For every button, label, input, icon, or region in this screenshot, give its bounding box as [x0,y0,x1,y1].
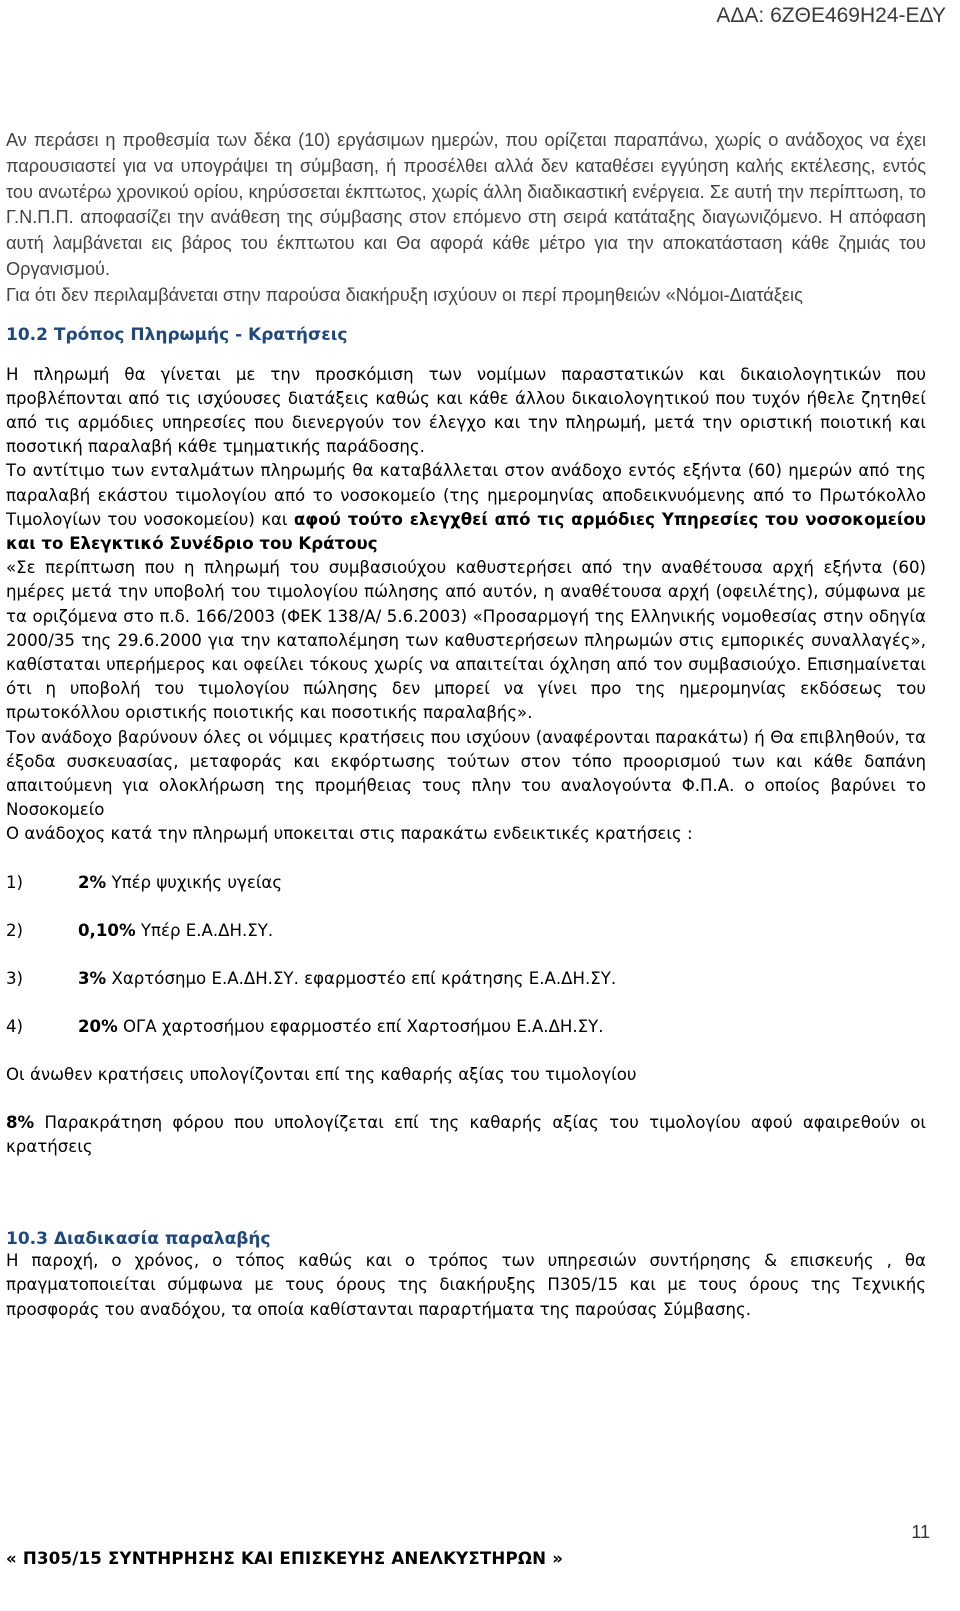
payment-paragraph-2 [6,459,926,556]
ada-header: ΑΔΑ: 6ΖΘΕ469Η24-ΕΔΥ [716,4,946,27]
deductions-basis: Οι άνωθεν κρατήσεις υπολογίζονται επί της καθαρής αξίας του τιμολογίου [6,1064,637,1084]
section-10-3-label: Διαδικασία παραλαβής [47,1229,271,1250]
payment-paragraph-2-bold: αφού τούτο ελεγχθεί από τις αρμόδιες Υπηρεσίες του νοσοκομείου και το Ελεγκτικό Συνέδριο του Κράτους [6,509,926,553]
deduction-percent: 20% [78,1016,118,1036]
deduction-percent: 0,10% [78,920,136,940]
intro-paragraph-2: Για ότι δεν περιλαμβάνεται στην παρούσα διακήρυξη ισχύουν οι περί προμηθειών «Νόμοι-Διατάξεις [6,284,803,305]
deduction-percent: 3% [78,968,107,988]
deduction-item [6,967,926,991]
payment-paragraph-2-text: Το αντίτιμο των ενταλμάτων πληρωμής θα καταβάλλεται στον ανάδοχο εντός εξήντα (60) ημερών από της παραλαβή εκάστου τιμολογίου από το νοσοκομείο (της ημερομηνίας αποδεικνυόμενης από το Πρωτόκολλο Τιμολογίων του νοσοκομείου) και [6,461,926,529]
payment-paragraph-1: Η πληρωμή θα γίνεται με την προσκόμιση των νομίμων παραστατικών και δικαιολογητικών που προβλέπονται από τις ισχύουσες διατάξεις καθώς και κάθε άλλου δικαιολογητικού που τυχόν ήθελε ζητηθεί από τις αρμόδιες υπηρεσίες που διενεργούν τον έλεγχο και την πληρωμή, μετά την οριστική ποιοτική και ποσοτική παραλαβή κάθε τμηματικής παράδοσης. [6,364,926,457]
deduction-item [6,871,926,895]
receipt-paragraph: Η παροχή, ο χρόνος, ο τόπος καθώς και ο τρόπος των υπηρεσιών συντήρησης & επισκευής , θα πραγματοποιείται σύμφωνα με τους όρους της διακήρυξης Π305/15 και με τους όρους της Τεχνικής προσφοράς του αναδόχου, τα οποία καθίστανται παραρτήματα της παρούσας Σύμβασης. [6,1251,926,1319]
tax-text: Παρακράτηση φόρου που υπολογίζεται επί της καθαρής αξίας του τιμολογίου αφού αφαιρεθούν οι κρατήσεις [6,1112,926,1157]
deduction-number: 3) [6,968,24,988]
deductions-intro: Ο ανάδοχος κατά την πληρωμή υποκειται στις παρακάτω ενδεικτικές κρατήσεις : [6,824,693,844]
deduction-text: Υπέρ ψυχικής υγείας [106,872,283,892]
tax-percent: 8% [6,1112,35,1132]
deduction-number: 1) [6,872,24,892]
late-payment-paragraph: «Σε περίπτωση που η πληρωμή του συμβασιούχου καθυστερήσει από την αναθέτουσα αρχή εξήντα (60) ημέρες μετά την υποβολή του τιμολογίου πώλησης από αυτόν, η αναθέτουσα αρχή (οφειλέτης), σύμφωνα με τα οριζόμενα στο π.δ. 166/2003 (ΦΕΚ 138/Α/ 5.6.2003) «Προσαρμογή της Ελληνικής νομοθεσίας στην οδηγία 2000/35 της 29.6.2000 για την καταπολέμηση των καθυστερήσεων πληρωμών στις εμπορικές συναλλαγές», καθίσταται υπερήμερος και οφείλει τόκους χωρίς να απαιτείται όχληση από τον συμβασιούχο. Επισημαίνεται ότι η υποβολή του τιμολογίου πώλησης δεν μπορεί να γίνει προ της ημερομηνίας εκδόσεως του πρωτοκόλλου οριστικής ποιοτικής και ποσοτικής παραλαβής». [6,558,926,723]
footer-title: « Π305/15 ΣΥΝΤΗΡΗΣΗΣ ΚΑΙ ΕΠΙΣΚΕΥΗΣ ΑΝΕΛΚΥΣΤΗΡΩΝ » [6,1549,564,1568]
tax-withholding [6,1111,926,1159]
section-10-3-title [6,1229,926,1249]
section-10-3-number: 10.3 [6,1229,48,1250]
deduction-item [6,919,926,943]
document-body [6,128,926,1322]
deduction-text: ΟΓΑ χαρτοσήμου εφαρμοστέο επί Χαρτοσήμου Ε.Α.ΔΗ.ΣΥ. [117,1016,604,1036]
deduction-text: Χαρτόσημο Ε.Α.ΔΗ.ΣΥ. εφαρμοστέο επί κράτησης Ε.Α.ΔΗ.ΣΥ. [106,968,617,988]
deduction-percent: 2% [78,872,107,892]
page-number: 11 [911,1522,930,1542]
deduction-number: 2) [6,920,24,940]
charges-paragraph: Τον ανάδοχο βαρύνουν όλες οι νόμιμες κρατήσεις που ισχύουν (αναφέρονται παρακάτω) ή Θα επιβληθούν, τα έξοδα συσκευασίας, μεταφοράς και εκφόρτωσης τούτων στον τόπο προορισμού των και κάθε δαπάνη απαιτούμενη για ολοκλήρωση της προμήθειας τους πλην του αναλογούντα Φ.Π.Α. ο οποίος βαρύνει το Νοσοκομείο [6,727,926,820]
section-10-2-title: 10.2 Τρόπος Πληρωμής - Κρατήσεις [6,324,348,345]
deduction-text: Υπέρ Ε.Α.ΔΗ.ΣΥ. [135,920,274,940]
intro-paragraph: Αν περάσει η προθεσμία των δέκα (10) εργάσιμων ημερών, που ορίζεται παραπάνω, χωρίς ο ανάδοχος να έχει παρουσιαστεί για να υπογράψει τη σύμβαση, ή προσέλθει αλλά δεν καταθέσει εγγύηση καλής εκτέλεσης, εντός του ανωτέρω χρονικού ορίου, κηρύσσεται έκπτωτος, χωρίς άλλη διαδικαστική ενέργεια. Σε αυτή την περίπτωση, το Γ.Ν.Π.Π. αποφασίζει την ανάθεση της σύμβασης στον επόμενο στη σειρά κατάταξης διαγωνιζόμενο. Η απόφαση αυτή λαμβάνεται εις βάρος του έκπτωτου και Θα αφορά κάθε μέτρο για την αποκατάσταση κάθε ζημιάς του Οργανισμού. [6,130,926,279]
deduction-item [6,1015,926,1039]
deduction-number: 4) [6,1016,24,1036]
